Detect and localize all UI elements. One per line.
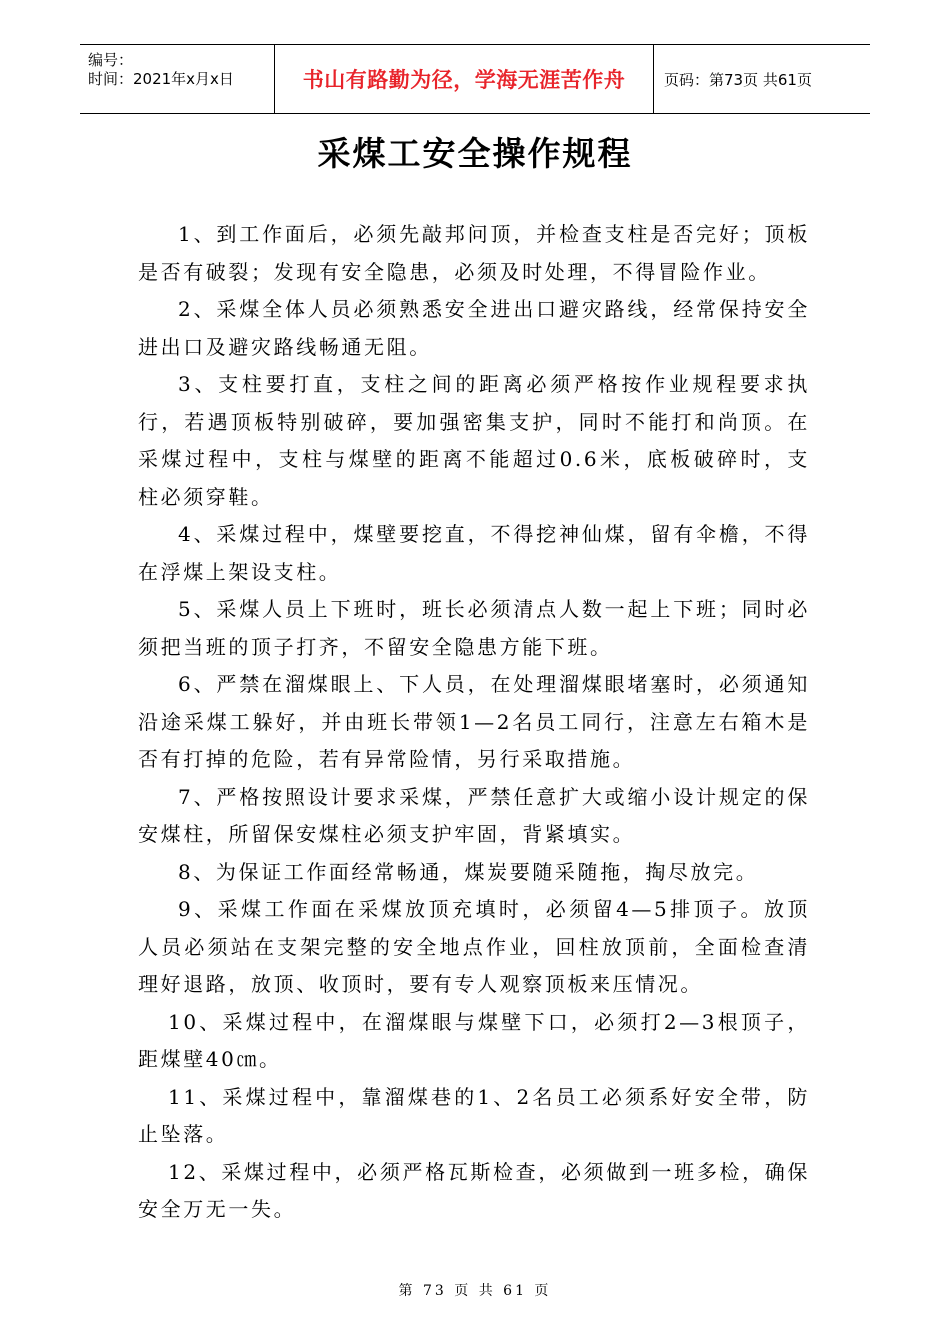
- page-footer: 第 73 页 共 61 页: [398, 1283, 552, 1299]
- paragraph-1: 1、到工作面后，必须先敲邦问顶，并检查支柱是否完好；顶板是否有破裂；发现有安全隐患，必须及时处理，不得冒险作业。: [138, 222, 810, 284]
- paragraph-7: 7、严格按照设计要求采煤，严禁任意扩大或缩小设计规定的保安煤柱，所留保安煤柱必须支护牢固，背紧填实。: [138, 784, 810, 846]
- paragraph-11: 11、采煤过程中，靠溜煤巷的1、2名员工必须系好安全带，防止坠落。: [138, 1084, 810, 1146]
- paragraph-9: 9、采煤工作面在采煤放顶充填时，必须留4—5排顶子。放顶人员必须站在支架完整的安全地点作业，回柱放顶前，全面检查清理好退路，放顶、收顶时，要有专人观察顶板来压情况。: [138, 897, 810, 996]
- paragraph-5: 5、采煤人员上下班时，班长必须清点人数一起上下班；同时必须把当班的顶子打齐，不留安全隐患方能下班。: [138, 597, 810, 659]
- paragraph-10: 10、采煤过程中，在溜煤眼与煤壁下口，必须打2—3根顶子，距煤壁40㎝。: [138, 1009, 810, 1071]
- paragraph-2: 2、采煤全体人员必须熟悉安全进出口避灾路线，经常保持安全进出口及避灾路线畅通无阻。: [138, 297, 810, 359]
- document-body: [138, 216, 810, 1229]
- paragraph-6: 6、严禁在溜煤眼上、下人员，在处理溜煤眼堵塞时，必须通知沿途采煤工躲好，并由班长带领1—2名员工同行，注意左右箱木是否有打掉的危险，若有异常险情，另行采取措施。: [138, 672, 810, 771]
- document-title: 采煤工安全操作规程: [317, 134, 633, 173]
- header-motto: 书山有路勤为径，学海无涯苦作舟: [275, 45, 654, 113]
- header-page-info: 页码：第73页 共61页: [664, 70, 812, 89]
- paragraph-4: 4、采煤过程中，煤壁要挖直，不得挖神仙煤，留有伞檐，不得在浮煤上架设支柱。: [138, 522, 810, 584]
- document-header: [80, 44, 870, 114]
- paragraph-8: 8、为保证工作面经常畅通，煤炭要随采随拖，掏尽放完。: [178, 859, 759, 884]
- paragraph-12: 12、采煤过程中，必须严格瓦斯检查，必须做到一班多检，确保安全万无一失。: [138, 1159, 810, 1221]
- time-label: 时间：2021年x月x日: [88, 70, 234, 88]
- paragraph-3: 3、支柱要打直，支柱之间的距离必须严格按作业规程要求执行，若遇顶板特别破碎，要加强密集支护，同时不能打和尚顶。在采煤过程中，支柱与煤壁的距离不能超过0.6米，底板破碎时，支柱必须穿鞋。: [138, 372, 810, 509]
- number-label: 编号：: [88, 51, 134, 69]
- header-meta: [80, 45, 275, 113]
